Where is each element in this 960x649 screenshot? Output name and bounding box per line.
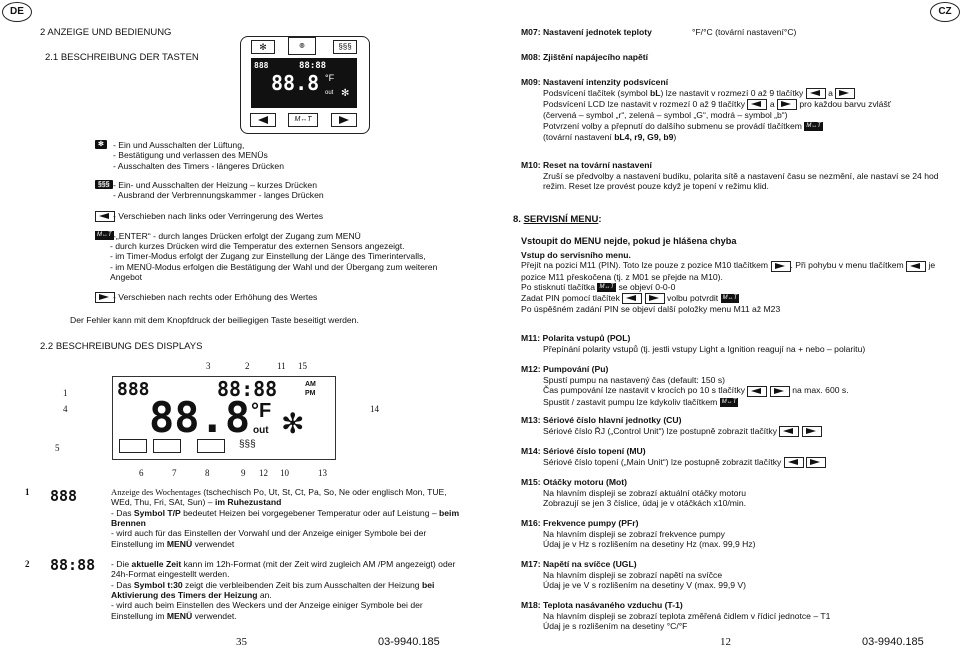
left-key-icon xyxy=(747,386,767,397)
m09-l4: Potvrzení volby a přepnutí do dalšího submenu se provádí tlačítkem xyxy=(543,121,802,132)
left-key-icon xyxy=(779,426,799,437)
display-symbol-7 xyxy=(153,439,181,453)
heat-button[interactable] xyxy=(333,40,357,54)
key-fan-description: - Ein und Ausschalten der Lüftung, - Bestätigung und verlassen des MENÜs - Ausschalten des Timers - längeres Drücken xyxy=(113,140,284,171)
callout-13: 13 xyxy=(318,468,327,478)
left-key-icon xyxy=(784,457,804,468)
service-entry xyxy=(521,250,953,314)
lcd-out-label: out xyxy=(325,90,334,96)
left-arrow-button[interactable] xyxy=(250,113,276,127)
callout-11: 11 xyxy=(277,361,286,371)
m09-l1a: Podsvícení tlačítek (symbol xyxy=(543,88,650,98)
m09-l5a: (tovární nastavení xyxy=(543,131,615,142)
m09-and: a xyxy=(828,88,833,98)
section-2-1-title: 2.1 BESCHREIBUNG DER TASTEN xyxy=(45,52,199,63)
item-1-langs: (tschechisch Po, Ut, St, Ct, Pa, So, Ne oder englisch Mon, TUE, WEd, Thu, Fri, SAt, Sun) – xyxy=(111,487,447,508)
item-2-number: 2 xyxy=(25,559,30,569)
callout-7: 7 xyxy=(172,468,177,478)
m09-bl: bL xyxy=(650,88,661,98)
callout-12: 12 xyxy=(259,468,268,478)
heat-key-icon: §§§ xyxy=(95,180,113,189)
m09-and2: a xyxy=(769,99,775,110)
callout-1: 1 xyxy=(63,388,68,398)
reset-note: Der Fehler kann mit dem Knopfdruck der beiliegigen Taste beseitigt werden. xyxy=(70,315,359,325)
m17-l1: Na hlavním displeji se zobrazí napětí na svíčce xyxy=(543,570,723,580)
m13-text: Sériové číslo ŘJ („Control Unit“) lze postupně zobrazit tlačítky xyxy=(543,426,778,436)
m18-l2: Údaj je s rozlišením na desetiny °C/°F xyxy=(543,621,688,632)
callout-10: 10 xyxy=(280,468,289,478)
m12-l1: Spustí pumpu na nastavený čas (default: 150 s) xyxy=(543,375,726,385)
m13-body xyxy=(543,426,953,437)
service-entry-title: Vstup do servisního menu. xyxy=(521,250,631,260)
left-key-icon xyxy=(622,293,642,304)
m09-defaults: bL4, r9, G9, b9 xyxy=(614,131,674,142)
left-key-icon xyxy=(806,88,826,99)
entry-l3b: volbu potvrdit xyxy=(667,292,719,303)
m09-title: M09: Nastavení intenzity podsvícení xyxy=(521,77,669,87)
item-2-current-time: aktuelle Zeit xyxy=(131,559,182,569)
m09-l3: (červená – symbol „r“, zelená – symbol „G“, modrá – symbol „b“) xyxy=(543,110,788,121)
section-8-colon: : xyxy=(598,214,602,225)
mt-key-icon: M↔T xyxy=(721,398,737,405)
lcd-weekday: 888 xyxy=(254,61,269,70)
m12-l2b: na max. 600 s. xyxy=(792,385,849,396)
left-key-icon xyxy=(906,261,926,272)
logo: ◎ xyxy=(288,37,316,55)
display-diagram xyxy=(112,376,336,460)
lcd-temperature: 88.8 xyxy=(271,71,320,95)
right-page-number: 12 xyxy=(720,636,731,648)
callout-15: 15 xyxy=(298,361,307,371)
right-key-icon xyxy=(802,426,822,437)
callout-9: 9 xyxy=(241,468,246,478)
m17-title: M17: Napětí na svíčce (UGL) xyxy=(521,559,637,569)
item-1-tp: Symbol T/P xyxy=(133,507,181,518)
m10-title: M10: Reset na tovární nastavení xyxy=(521,160,652,170)
m07-value: °F/°C (tovární nastavení°C) xyxy=(692,27,797,37)
display-clock: 88:88 xyxy=(217,377,278,401)
m15-l2: Zobrazují se jen 3 číslice, údaj je v otáčkách x10/min. xyxy=(543,498,747,509)
item-2-clock-symbol: 88:88 xyxy=(50,556,96,574)
callout-14: 14 xyxy=(370,404,379,414)
item-2-symbol-prefix: - Das xyxy=(111,579,134,590)
m12-l3: Spustit / zastavit pumpu lze kdykoliv tlačítkem xyxy=(543,396,718,407)
m09-l2c: pro každou barvu zvlášť xyxy=(799,99,891,110)
m14-body xyxy=(543,457,953,468)
mt-label: M↔T xyxy=(294,116,312,123)
callout-8: 8 xyxy=(205,468,210,478)
display-temperature: 88.8 xyxy=(149,393,251,442)
entry-l2a: Po stisknutí tlačítka xyxy=(521,282,596,293)
m13-title: M13: Sériové číslo hlavní jednotky (CU) xyxy=(521,415,682,425)
right-key-icon xyxy=(771,261,791,272)
display-out: out xyxy=(253,425,269,436)
m12-body xyxy=(543,375,953,407)
item-1-text xyxy=(111,487,466,549)
m18-title: M18: Teplota nasávaného vzduchu (T-1) xyxy=(521,600,683,610)
key-right-description: - Verschieben nach rechts oder Erhöhung des Wertes xyxy=(113,292,318,302)
section-2-2-title: 2.2 BESCHREIBUNG DES DISPLAYS xyxy=(40,341,203,352)
key-heat-description: - Ein- und Ausschalten der Heizung – kurzes Drücken - Ausbrand der Verbrennungskammer - langes Drücken xyxy=(113,180,324,201)
m17-body xyxy=(543,570,953,591)
m10-text: Zruší se předvolby a nastavení budíku, polarita sítě a nastavení času se nezmění, ale nastaví se 24 hod režim. Reset lze provést pouze když je topení v režimu klid. xyxy=(543,171,939,192)
entry-l2b: se objeví 0-0-0 xyxy=(618,282,676,293)
m16-l1: Na hlavním displeji se zobrazí frekvence pumpy xyxy=(543,529,725,539)
entry-l3a: Zadat PIN pomocí tlačítek xyxy=(521,292,620,303)
display-symbol-6 xyxy=(119,439,147,453)
left-arrow-icon xyxy=(258,116,268,124)
m14-text: Sériové číslo topení („Main Unit“) lze postupně zobrazit tlačítky xyxy=(543,457,782,467)
fan-button[interactable] xyxy=(251,40,275,54)
right-key-icon xyxy=(645,293,665,304)
lcd-unit: °F xyxy=(325,73,335,83)
m15-title: M15: Otáčky motoru (Mot) xyxy=(521,477,627,487)
item-2-symbol: Symbol t:30 xyxy=(133,579,183,590)
left-key-icon xyxy=(95,211,115,222)
lcd-fan-icon: ✻ xyxy=(341,88,350,99)
m11-title: M11: Polarita vstupů (POL) xyxy=(521,333,631,343)
right-arrow-icon xyxy=(339,116,349,124)
m18-body xyxy=(543,611,953,632)
item-2-an: an. xyxy=(257,589,272,600)
item-1-burning: beim Brennen xyxy=(111,507,460,528)
key-mt-description: - durch kurzes Drücken wird die Temperatur des externen Sensors angezeigt. - im Timer-Modus erfolgt der Zugang zur Einstellung der Länge des Timerintervalls, - im MENÜ-Modus erfolgen die Bestätigung der Wahl und der Übergang zum weiteren Angebot xyxy=(110,241,438,282)
item-1-heading: Anzeige des Wochentages xyxy=(111,487,201,497)
m12-title: M12: Pumpování (Pu) xyxy=(521,364,609,374)
left-doc-number: 03-9940.185 xyxy=(378,636,440,648)
display-am: AM xyxy=(305,381,316,388)
left-key-icon xyxy=(747,99,767,110)
language-badge-de: DE xyxy=(2,2,32,22)
right-arrow-button[interactable] xyxy=(331,113,357,127)
display-pm: PM xyxy=(305,390,316,397)
right-key-icon xyxy=(770,386,790,397)
right-key-icon xyxy=(777,99,797,110)
language-badge-cz: CZ xyxy=(930,2,960,22)
left-page-number: 35 xyxy=(236,636,247,648)
m12-l2a: Čas pumpování lze nastavit v krocích po 10 s tlačítky xyxy=(543,385,746,396)
section-2-title: 2 ANZEIGE UND BEDIENUNG xyxy=(40,27,172,38)
item-2-alarm: - wird auch beim Einstellen des Weckers und der Anzeige einiger Symbole bei der Einstellung im xyxy=(111,600,423,621)
display-unit: °F xyxy=(251,400,272,422)
right-key-icon xyxy=(835,88,855,99)
key-left-description: - Verschieben nach links oder Verringerung des Wertes xyxy=(113,211,324,221)
item-1-also: - wird auch für das Einstellen der Vorwahl und der Anzeige einiger Symbole bei der Einstellung im xyxy=(111,528,427,549)
key-mt-heading: -„ENTER“ - durch langes Drücken erfolgt der Zugang zum MENÜ xyxy=(113,231,361,241)
item-1-idle: im Ruhezustand xyxy=(214,497,282,508)
callout-2: 2 xyxy=(245,361,250,371)
m09-body xyxy=(543,88,953,143)
entry-l4: Po úspěšném zadání PIN se objeví další položky menu M11 až M23 xyxy=(521,303,781,314)
m09-l1c: ) lze nastavit v rozmezí 0 až 9 tlačítky xyxy=(660,88,804,98)
display-symbol-8 xyxy=(197,439,225,453)
display-fan-icon: ✻ xyxy=(281,408,305,439)
m08-title: M08: Zjištění napájecího napětí xyxy=(521,52,649,62)
m14-title: M14: Sériové číslo topení (MU) xyxy=(521,446,646,456)
item-1-used: verwendet xyxy=(192,538,235,549)
mt-key-icon: M↔T xyxy=(722,294,738,301)
section-8-title xyxy=(513,214,602,225)
mt-key-icon: M↔T xyxy=(97,232,112,238)
section-8-number: 8. xyxy=(513,214,524,225)
fan-key-icon: ✻ xyxy=(95,140,107,149)
item-1-number: 1 xyxy=(25,487,30,497)
m15-body xyxy=(543,488,953,509)
fan-icon: ✻ xyxy=(259,42,267,52)
item-1-tp-prefix: - Das xyxy=(111,507,134,518)
m09-l2a: Podsvícení LCD lze nastavit v rozmezí 0 až 9 tlačítky xyxy=(543,99,746,110)
item-2-used: verwendet. xyxy=(192,610,237,621)
control-panel-device xyxy=(240,36,370,134)
m15-l1: Na hlavním displeji se zobrazí aktuální otáčky motoru xyxy=(543,488,747,498)
entry-l1c: je pozice M11 přeskočena (tj. z M01 se přejde na M10). xyxy=(521,260,936,282)
mt-key-icon: M↔T xyxy=(806,123,821,130)
item-2-timer: bei Aktivierung des Timers der Heizung xyxy=(111,579,435,600)
callout-6: 6 xyxy=(139,468,144,478)
item-1-tp-desc: bedeutet Heizen bei vorgegebener Temperatur oder auf Leistung – xyxy=(180,507,440,518)
m07-title: M07: Nastavení jednotek teploty xyxy=(521,27,652,37)
entry-l1a: Přejít na pozici M11 (PIN). Toto lze pouze z pozice M10 tlačítkem xyxy=(521,260,769,271)
item-2-remaining: zeigt die verbleibenden Zeit bis zum Ausschalten der Heizung xyxy=(182,579,422,590)
right-key-icon xyxy=(806,457,826,468)
item-2-prefix: - Die xyxy=(111,559,132,569)
item-1-menu: MENÜ xyxy=(166,538,193,549)
right-key-icon xyxy=(95,292,115,303)
lcd-screen xyxy=(251,58,357,108)
lcd-clock: 88:88 xyxy=(299,61,327,71)
display-weekday: 888 xyxy=(117,379,150,400)
mt-key-icon: M↔T xyxy=(599,284,615,291)
item-2-menu: MENÜ xyxy=(166,610,193,621)
item-1-weekday-symbol: 888 xyxy=(50,487,78,505)
m09-l5c: ) xyxy=(673,131,677,142)
m17-l2: Údaj je ve V s rozlišením na desetiny V (max. 99,9 V) xyxy=(543,580,746,591)
section-8-warning: Vstoupit do MENU nejde, pokud je hlášena chyba xyxy=(521,236,737,246)
m11-text: Přepínání polarity vstupů (tj. jestli vstupy Light a Ignition reagují na + nebo – polaritu) xyxy=(543,344,866,354)
mt-button[interactable] xyxy=(288,113,318,127)
right-doc-number: 03-9940.185 xyxy=(862,636,924,648)
entry-l1b: . Při pohybu v menu tlačítkem xyxy=(790,260,904,271)
section-8-name: SERVISNÍ MENU xyxy=(523,214,599,225)
m16-l2: Údaj je v Hz s rozlišením na desetiny Hz (max. 99,9 Hz) xyxy=(543,539,756,550)
callout-4: 4 xyxy=(63,404,68,414)
m16-title: M16: Frekvence pumpy (PFr) xyxy=(521,518,639,528)
item-2-format: kann im 12h-Format (mit der Zeit wird zugleich AM /PM angezeigt) oder 24h-Format eingestellt werden. xyxy=(111,559,456,580)
display-heat-icon: §§§ xyxy=(239,439,256,450)
m18-l1: Na hlavním displeji se zobrazí teplota změřená čidlem v řídicí jednotce – T1 xyxy=(543,611,831,621)
m16-body xyxy=(543,529,953,550)
heat-icon: §§§ xyxy=(338,42,352,51)
callout-5: 5 xyxy=(55,443,60,453)
callout-3: 3 xyxy=(206,361,211,371)
item-2-text xyxy=(111,559,466,621)
